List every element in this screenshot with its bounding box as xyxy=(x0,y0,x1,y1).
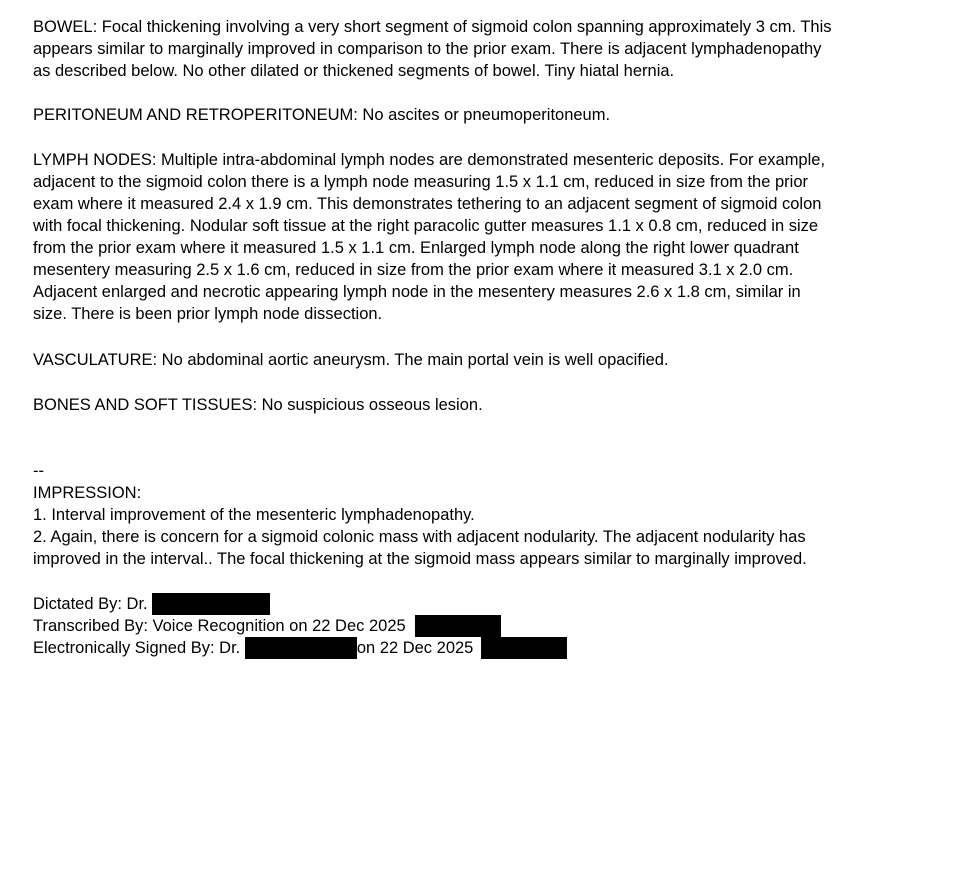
bowel-line: appears similar to marginally improved in comparison to the prior exam. There is adjacent lymphadenopathy xyxy=(33,40,822,58)
impression-line: 2. Again, there is concern for a sigmoid colonic mass with adjacent nodularity. The adjacent nodularity has xyxy=(33,528,806,546)
lymph-nodes-line: adjacent to the sigmoid colon there is a lymph node measuring 1.5 x 1.1 cm, reduced in size from the prior xyxy=(33,173,808,191)
bones-section xyxy=(33,394,483,416)
vasculature-section xyxy=(33,349,669,371)
lymph-nodes-line: from the prior exam where it measured 1.5 x 1.1 cm. Enlarged lymph node along the right lower quadrant xyxy=(33,239,799,257)
lymph-nodes-line: size. There is been prior lymph node dissection. xyxy=(33,305,383,323)
peritoneum-line: PERITONEUM AND RETROPERITONEUM: No ascites or pneumoperitoneum. xyxy=(33,106,611,124)
vasculature-line: VASCULATURE: No abdominal aortic aneurysm. The main portal vein is well opacified. xyxy=(33,351,669,369)
impression-line: 1. Interval improvement of the mesenteric lymphadenopathy. xyxy=(33,506,475,524)
signed-label: Electronically Signed By: Dr. xyxy=(33,639,245,657)
signed-by xyxy=(33,637,567,659)
signature-section xyxy=(33,593,567,659)
lymph-nodes-line: mesentery measuring 2.5 x 1.6 cm, reduced in size from the prior exam where it measured 3.1 x 2.0 cm. xyxy=(33,261,794,279)
redaction-box xyxy=(481,637,567,659)
lymph-nodes-section xyxy=(33,149,825,325)
dictated-label: Dictated By: Dr. xyxy=(33,595,153,613)
lymph-nodes-line: Adjacent enlarged and necrotic appearing lymph node in the mesentery measures 2.6 x 1.8 cm, similar in xyxy=(33,283,801,301)
impression-heading: IMPRESSION: xyxy=(33,484,142,502)
lymph-nodes-line: exam where it measured 2.4 x 1.9 cm. This demonstrates tethering to an adjacent segment of sigmoid colon xyxy=(33,195,822,213)
bowel-section xyxy=(33,16,832,82)
lymph-nodes-line: LYMPH NODES: Multiple intra-abdominal lymph nodes are demonstrated mesenteric deposits. For example, xyxy=(33,151,826,169)
transcribed-label: Transcribed By: Voice Recognition on 22 Dec 2025 xyxy=(33,617,406,635)
redaction-box xyxy=(415,615,501,637)
bowel-line: BOWEL: Focal thickening involving a very short segment of sigmoid colon spanning approximately 3 cm. This xyxy=(33,18,832,36)
redaction-box xyxy=(245,637,357,659)
peritoneum-section xyxy=(33,104,610,126)
redaction-box xyxy=(152,593,270,615)
lymph-nodes-line: with focal thickening. Nodular soft tissue at the right paracolic gutter measures 1.1 x 0.8 cm, reduced in size xyxy=(33,217,819,235)
impression-section xyxy=(33,460,807,570)
dictated-by xyxy=(33,593,567,615)
transcribed-by xyxy=(33,615,567,637)
bowel-line: as described below. No other dilated or thickened segments of bowel. Tiny hiatal hernia. xyxy=(33,62,675,80)
bones-line: BONES AND SOFT TISSUES: No suspicious osseous lesion. xyxy=(33,396,483,414)
separator: -- xyxy=(33,462,44,480)
impression-line: improved in the interval.. The focal thickening at the sigmoid mass appears similar to marginally improved. xyxy=(33,550,807,568)
signed-date: on 22 Dec 2025 xyxy=(356,639,474,657)
